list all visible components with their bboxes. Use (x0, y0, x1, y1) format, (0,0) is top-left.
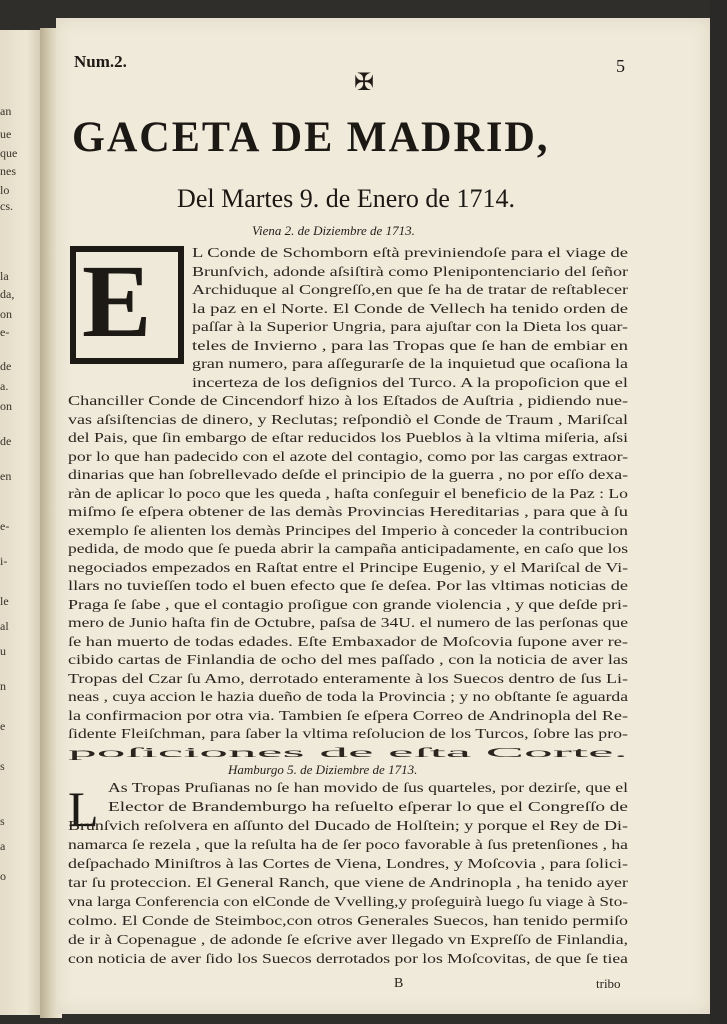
text-line: gran numero, para aſſegurarſe de la inquietud que ocaſiona la (192, 356, 629, 371)
facing-page-fragment: a (0, 839, 6, 853)
text-line: neas , cuya accion le hazia dueño de toda la Provincia ; y no obſtante ſe aguarda (68, 689, 628, 704)
facing-page-fragment: al (0, 619, 9, 633)
text-line: Elector de Brandemburgo ha reſuelto eſperar lo que el Congreſſo de (108, 799, 628, 814)
facing-page-edge (0, 30, 44, 1015)
vienna-dateline: Viena 2. de Diziembre de 1713. (252, 223, 415, 238)
facing-page-fragment: s (0, 814, 5, 828)
facing-page-fragment: da, (0, 287, 15, 301)
text-line: ſidente Fleiſchman, para ſaber la vltima reſolucion de los Turcos, ſobre las pro- (68, 726, 628, 741)
text-line: llars no tuvieſſen todo el buen efecto que ſe deſea. Por las vltimas noticias de (68, 578, 628, 593)
facing-page-fragment: on (0, 307, 12, 321)
text-line: dinarias que han ſobrellevado deſde el principio de la guerra , no por eſſo dexa- (68, 467, 629, 482)
text-line: Chanciller Conde de Cincendorf hizo à los Eſtados de Auſtria , pidiendo nue- (68, 393, 629, 408)
facing-page-fragment: que (0, 146, 18, 160)
text-line: namarca ſe rezela , que la reſulta ha de ſer poco favorable à ſus pretenſiones , ha (68, 837, 628, 852)
facing-page-fragment: de (0, 359, 12, 373)
facing-page-fragment: nes (0, 164, 16, 178)
text-line: cibido cartas de Finlandia de ocho del mes paſſado , con la noticia de aver las (68, 652, 628, 667)
text-line: vas aſsiſtencias de dinero, y Reclutas; reſpondiò el Conde de Traum , Mariſcal (68, 411, 628, 427)
text-line: ràn de aplicar lo poco que les queda , haſta conſeguir el beneficio de la Paz : Lo (68, 485, 629, 501)
facing-page-fragment: n (0, 679, 6, 693)
text-line: Brunſvich, adonde aſsiſtirà como Plenipontenciario del ſeñor (192, 263, 629, 279)
facing-page-fragment: lo (0, 183, 10, 197)
text-line: colmo. El Conde de Steimboc,con otros Generales Suecos, han tenido permiſo (68, 913, 629, 928)
scan-border (710, 0, 727, 1024)
text-line: teles de Invierno , para las Tropas que ſe han de embiar en (192, 337, 629, 353)
facing-page-fragment: o (0, 869, 6, 883)
text-line: por lo que han padecido con el azote del contagio, como por las cargas extraor- (68, 448, 629, 464)
text-line: Brunſvich reſolvera en aſſunto del Ducado de Holſtein; y porque el Rey de Di- (68, 818, 628, 833)
facing-page-fragment: cs. (0, 199, 13, 213)
initial-letter: E (82, 244, 152, 359)
text-line: la confirmacion por otra via. Tambien ſe eſpera Correo de Andrinopla del Re- (68, 707, 628, 723)
hamburg-dateline: Hamburgo 5. de Diziembre de 1713. (228, 762, 418, 777)
facing-page-fragment: on (0, 399, 12, 413)
facing-page-fragment: le (0, 594, 9, 608)
gazette-page (56, 18, 710, 1014)
text-line: poſiciones de eſta Corte. (68, 744, 628, 760)
drop-initial: L (68, 781, 99, 837)
text-line: pedida, de modo que ſe pueda abrir la campaña anticipadamente, en caſo que los (68, 541, 629, 556)
text-line: exemplo ſe alienten los demàs Principes del Imperio à conceder la contribucion (68, 522, 628, 538)
decorated-initial (70, 246, 184, 364)
facing-page-fragment: u (0, 644, 6, 658)
facing-page-fragment: e- (0, 325, 10, 339)
page-number: 5 (616, 56, 625, 76)
text-line: paſſar à la Superior Ungria, para ajuſtar con la Dieta los quar- (192, 319, 628, 334)
text-line: As Tropas Pruſianas no ſe han movido de ſus quarteles, por dezirſe, que el (108, 780, 628, 795)
facing-page-fragment: s (0, 759, 5, 773)
text-line: Praga ſe ſabe , que el contagio proſigue con grande violencia , y que deſde pri- (68, 596, 628, 612)
text-line: mero de Junio haſta fin de Octubre, paſsa de 34U. el numero de las perſonas que (68, 615, 628, 630)
text-line: tar ſu proteccion. El General Ranch, que viene de Andrinopla , ha tenido ayer (68, 875, 628, 890)
cross-ornament: ✠ (354, 68, 375, 96)
text-line: deſpachado Miniſtros à las Cortes de Viena, Londres, y Moſcovia , para ſolici- (68, 856, 628, 871)
facing-page-fragment: e- (0, 519, 10, 533)
facing-page-fragment: i- (0, 554, 8, 568)
facing-page-fragment: en (0, 469, 12, 483)
text-line: del Pais, que ſin embargo de eſtar reducidos los Pueblos à la vltima miſeria, aſsi (68, 430, 629, 445)
signature-mark: B (394, 976, 404, 991)
text-line: de ir à Copenague , de adonde ſe eſcrive aver llegado vn Expreſſo de Finlandia, (68, 932, 629, 947)
text-line: con noticia de aver ſido los Suecos derrotados por los Moſcovitas, de que ſe tiea (68, 951, 628, 966)
issue-date: Del Martes 9. de Enero de 1714. (177, 184, 515, 213)
text-line: incerteza de los deſignios del Turco. A la propoſicion que el (192, 374, 629, 390)
text-line: L Conde de Schomborn eſtà previniendoſe para el viage de (192, 245, 628, 260)
facing-page-fragment: an (0, 104, 12, 118)
facing-page-fragment: ue (0, 127, 12, 141)
text-line: negociados empezados en Raſtat entre el Principe Eugenio, y el Mariſcal de Vi- (68, 559, 629, 575)
text-line: vna larga Conferencia con elConde de Vvelling,y proſeguirà luego ſu viage à Sto- (68, 894, 629, 909)
issue-number: Num.2. (74, 52, 127, 71)
gazette-title: GACETA DE MADRID, (72, 114, 550, 161)
text-line: miſmo ſe eſpera obtener de las demàs Provincias Hereditarias , para que à ſu (68, 504, 629, 519)
facing-page-fragment: la (0, 269, 9, 283)
facing-page-fragment: de (0, 434, 12, 448)
text-line: la paz en el Norte. El Conde de Vellech ha tenido orden de (192, 300, 629, 316)
text-line: Archiduque al Congreſſo,en que ſe ha de tratar de reſtablecer (192, 282, 628, 297)
text-line: Tropas del Czar ſu Amo, derrotado enteramente à los Suecos dentro de ſus Li- (68, 670, 628, 686)
facing-page-fragment: a. (0, 379, 9, 393)
facing-page-fragment: e (0, 719, 6, 733)
text-line: ſe han muerto de todas edades. Eſte Embaxador de Moſcovia ſupone aver re- (68, 633, 629, 649)
catchword: tribo (596, 976, 621, 991)
